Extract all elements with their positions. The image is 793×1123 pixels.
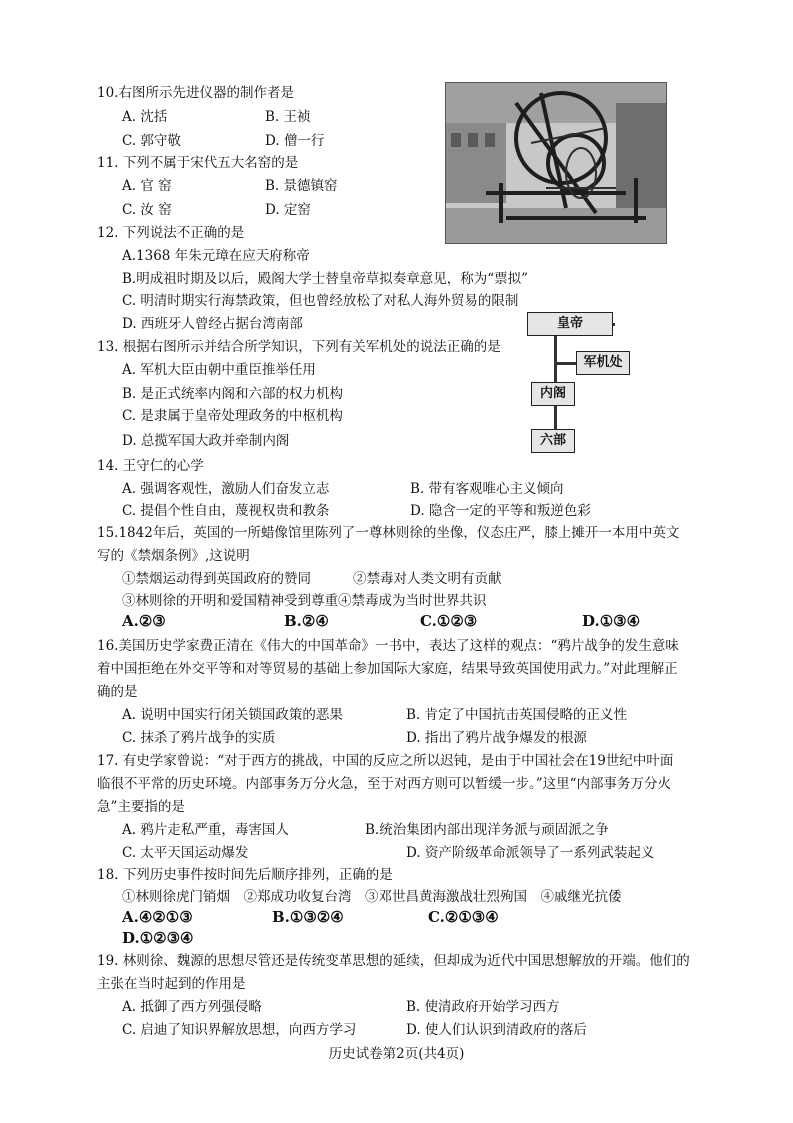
q18-option-d[interactable]: D.①②③④	[122, 929, 194, 947]
q11-option-b[interactable]: B. 景德镇窑	[265, 178, 338, 194]
q13-option-d[interactable]: D. 总揽军国大政并牵制内阁	[122, 433, 290, 449]
q18-option-b[interactable]: B.①③②④	[272, 908, 344, 926]
q10-stem: 10.右图所示先进仪器的制作者是	[97, 85, 294, 101]
diagram-liubu-box: 六部	[531, 429, 575, 453]
q18-option-a[interactable]: A.④②①③	[122, 908, 193, 926]
q17-option-a[interactable]: A. 鸦片走私严重，毒害国人	[122, 822, 289, 838]
q15-option-b[interactable]: B.②④	[284, 612, 329, 630]
q16-stem-line2: 着中国拒绝在外交平等和对等贸易的基础上参加国际大家庭，结果导致英国使用武力。”对此理解正	[97, 661, 678, 677]
q11-option-d[interactable]: D. 定窑	[265, 202, 311, 218]
q13-option-c[interactable]: C. 是隶属于皇帝处理政务的中枢机构	[122, 408, 343, 424]
q16-option-d[interactable]: D. 指出了鸦片战争爆发的根源	[406, 730, 587, 746]
q11-option-c[interactable]: C. 汝 窑	[122, 202, 172, 218]
q16-stem-line3: 确的是	[97, 684, 138, 700]
astronomical-instrument-photo	[445, 82, 667, 244]
q19-option-c[interactable]: C. 启迪了知识界解放思想，向西方学习	[122, 1022, 357, 1038]
q10-option-c[interactable]: C. 郭守敬	[122, 133, 181, 149]
q19-option-d[interactable]: D. 使人们认识到清政府的落后	[406, 1022, 587, 1038]
q14-option-b[interactable]: B. 带有客观唯心主义倾向	[410, 481, 564, 497]
q14-option-c[interactable]: C. 提倡个性自由，蔑视权贵和教条	[122, 503, 330, 519]
q10-option-a[interactable]: A. 沈括	[122, 109, 168, 125]
q13-option-a[interactable]: A. 军机大臣由朝中重臣推举任用	[122, 362, 316, 378]
q15-stem-line2: 写的《禁烟条例》,这说明	[97, 548, 250, 564]
diagram-neige-box: 内阁	[531, 382, 575, 406]
q11-stem: 11. 下列不属于宋代五大名窑的是	[97, 155, 299, 171]
diagram-emperor-box: 皇帝	[527, 312, 613, 336]
q16-option-b[interactable]: B. 肯定了中国抗击英国侵略的正义性	[406, 707, 628, 723]
q18-stem: 18. 下列历史事件按时间先后顺序排列，正确的是	[97, 867, 393, 883]
q19-stem-line2: 主张在当时起到的作用是	[97, 976, 246, 992]
q15-option-c[interactable]: C.①②③	[420, 612, 478, 630]
q14-stem: 14. 王守仁的心学	[97, 458, 204, 474]
q18-option-c[interactable]: C.②①③④	[428, 908, 499, 926]
q18-items: ①林则徐虎门销烟 ②郑成功收复台湾 ③邓世昌黄海激战壮烈殉国 ④戚继光抗倭	[122, 889, 622, 905]
q17-stem-line3: 急”主要指的是	[97, 799, 185, 815]
q12-stem: 12. 下列说法不正确的是	[97, 225, 245, 241]
q13-stem: 13. 根据右图所示并结合所学知识，下列有关军机处的说法正确的是	[97, 339, 501, 355]
q10-option-b[interactable]: B. 王祯	[265, 109, 311, 125]
q12-option-c[interactable]: C. 明清时期实行海禁政策，但也曾经放松了对私人海外贸易的限制	[122, 293, 519, 309]
q12-option-d[interactable]: D. 西班牙人曾经占据台湾南部	[122, 316, 303, 332]
q17-option-c[interactable]: C. 太平天国运动爆发	[122, 845, 249, 861]
q14-option-a[interactable]: A. 强调客观性，激励人们奋发立志	[122, 481, 330, 497]
q10-option-d[interactable]: D. 僧一行	[265, 133, 325, 149]
diagram-junjichu-box: 军机处	[576, 351, 630, 375]
q17-stem-line2: 临很不平常的历史环境。内部事务万分火急，至于对西方则可以暂缓一步。”这里“内部事务万分火	[97, 776, 672, 792]
q11-option-a[interactable]: A. 官 窑	[122, 178, 172, 194]
q12-option-a[interactable]: A.1368 年朱元璋在应天府称帝	[122, 248, 310, 264]
q19-option-b[interactable]: B. 使清政府开始学习西方	[406, 999, 560, 1015]
q16-option-c[interactable]: C. 抹杀了鸦片战争的实质	[122, 730, 276, 746]
q13-option-b[interactable]: B. 是正式统率内阁和六部的权力机构	[122, 386, 344, 402]
q15-statement-1: ①禁烟运动得到英国政府的赞同	[122, 571, 311, 587]
q19-stem-line1: 19. 林则徐、魏源的思想尽管还是传统变革思想的延续，但却成为近代中国思想解放的开端。他们的	[97, 953, 690, 969]
q12-option-b[interactable]: B.明成祖时期及以后，殿阁大学士替皇帝草拟奏章意见，称为“票拟”	[122, 271, 529, 287]
diagram-connector-junjichu	[556, 362, 578, 365]
q16-stem-line1: 16.美国历史学家费正清在《伟大的中国革命》一书中，表达了这样的观点：“鸦片战争的发生意味	[97, 638, 679, 654]
page-footer: 历史试卷第2页(共4页)	[328, 1046, 465, 1062]
q15-stem-line1: 15.1842年后，英国的一所蜡像馆里陈列了一尊林则徐的坐像，仪态庄严，膝上摊开一本用中英文	[97, 525, 680, 541]
q16-option-a[interactable]: A. 说明中国实行闭关锁国政策的恶果	[122, 707, 343, 723]
q17-option-d[interactable]: D. 资产阶级革命派领导了一系列武装起义	[406, 845, 655, 861]
q15-option-a[interactable]: A.②③	[122, 612, 166, 630]
q17-option-b[interactable]: B.统治集团内部出现洋务派与顽固派之争	[365, 822, 609, 838]
q14-option-d[interactable]: D. 隐含一定的平等和叛逆色彩	[410, 503, 591, 519]
q17-stem-line1: 17. 有史学家曾说：“对于西方的挑战，中国的反应之所以迟钝，是由于中国社会在19世纪中叶面	[97, 753, 674, 769]
q15-statement-2: ②禁毒对人类文明有贡献	[353, 571, 502, 587]
q15-statement-3-4: ③林则徐的开明和爱国精神受到尊重④禁毒成为当时世界共识	[122, 593, 487, 609]
q15-option-d[interactable]: D.①③④	[582, 612, 641, 630]
q19-option-a[interactable]: A. 抵御了西方列强侵略	[122, 999, 262, 1015]
